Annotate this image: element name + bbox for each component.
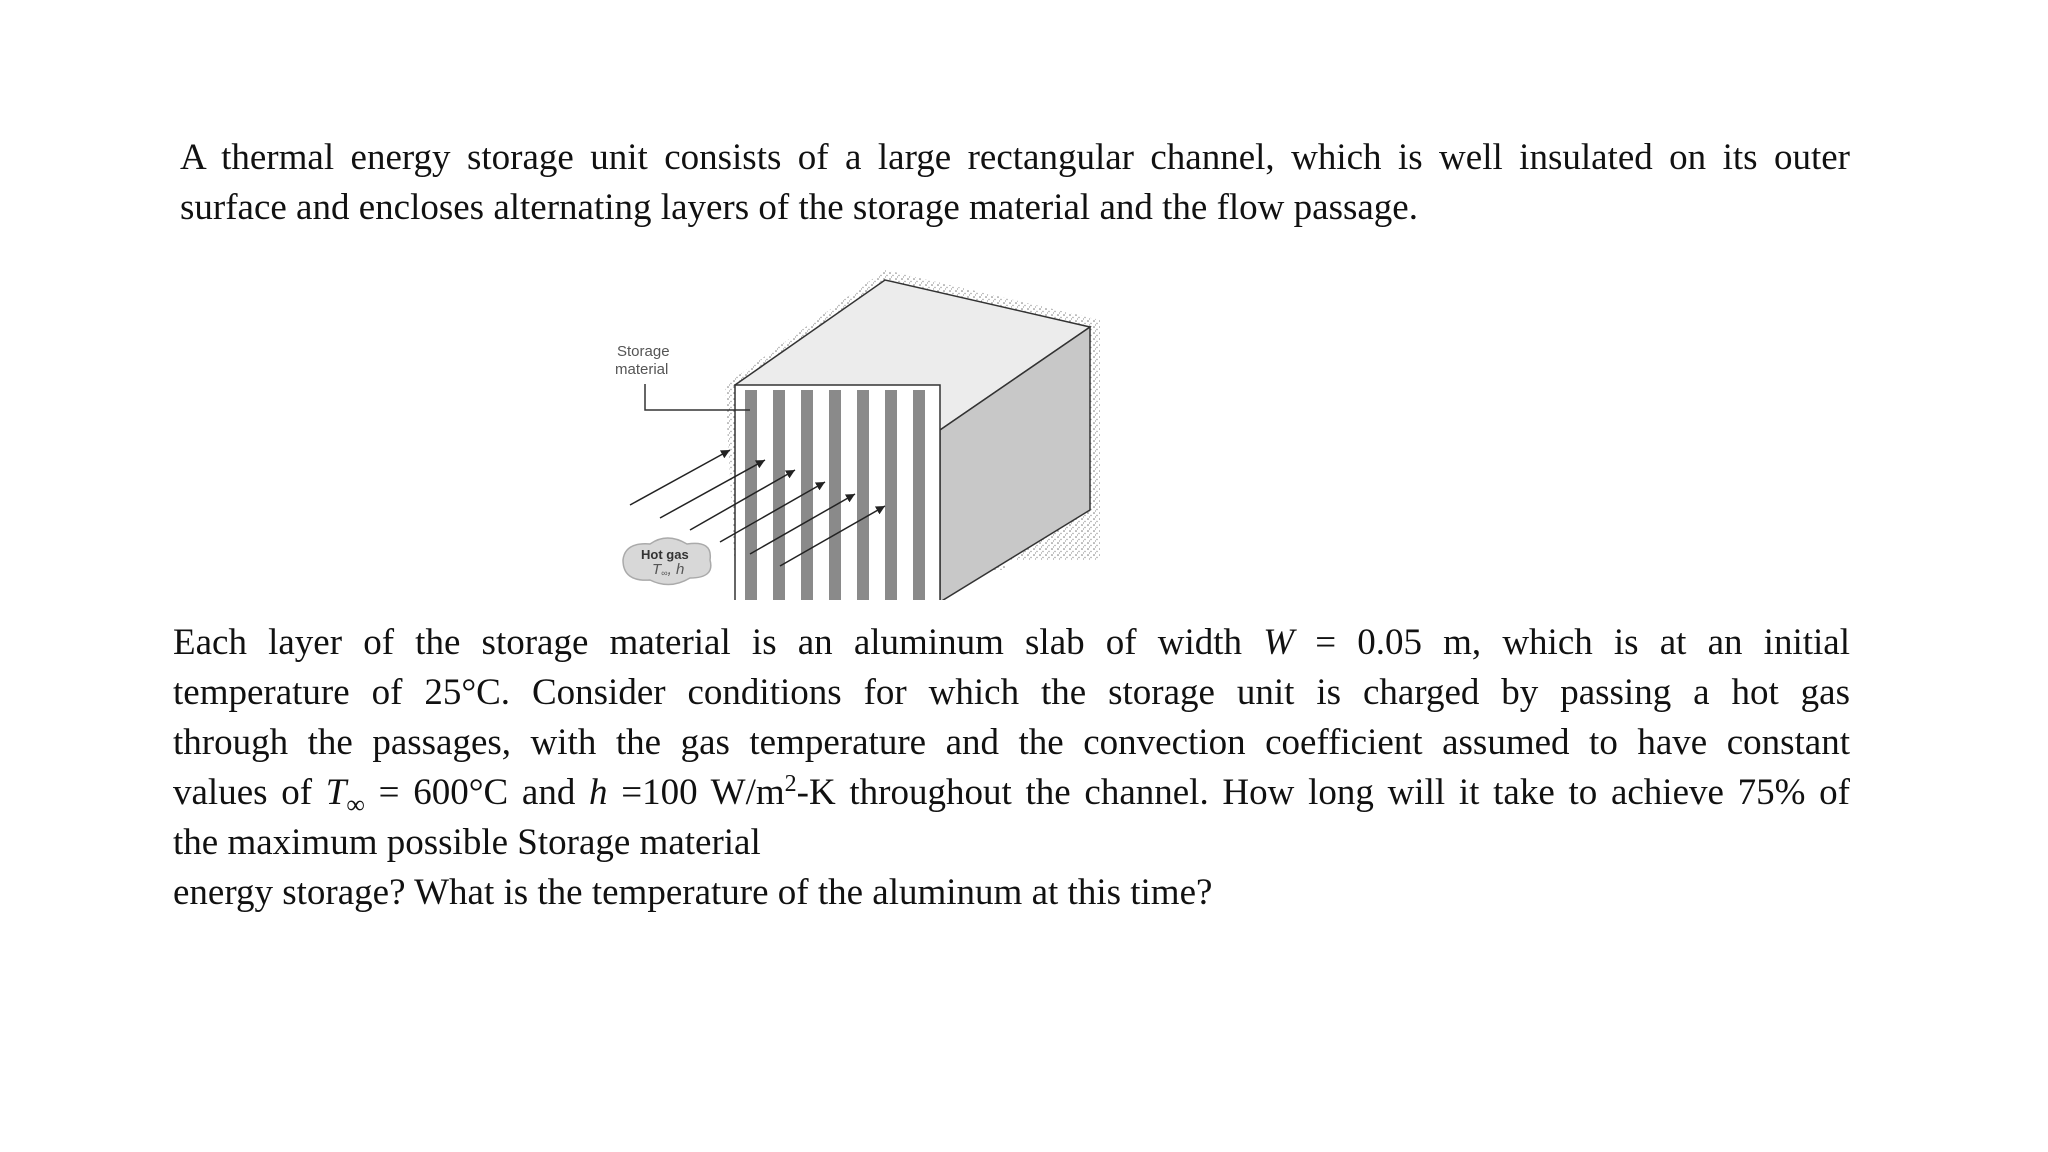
- storage-slab: [857, 390, 869, 600]
- storage-slab: [773, 390, 785, 600]
- question-line: temperature of 25°C. Consider conditions for which the storage unit is charged by passing a hot gas: [173, 672, 1850, 713]
- intro-line: surface and encloses alternating layers of the storage material and the flow passage.: [180, 187, 1418, 228]
- channel-front-face: [735, 385, 940, 600]
- question-paragraph: [173, 618, 1850, 918]
- question-line: values of $T_\infty = 600^\circ C$ and h =100 $W/m^2-K$ throughout the channel. How long will it take to achieve 75% of: [173, 771, 1850, 819]
- intro-line: A thermal energy storage unit consists of a large rectangular channel, which is well insulated on its outer: [180, 137, 1850, 178]
- question-line: through the passages, with the gas temperature and the convection coefficient assumed to have constant: [173, 722, 1850, 763]
- storage-slab: [829, 390, 841, 600]
- hot-gas-cloud: [623, 538, 711, 585]
- storage-material-label: material: [615, 361, 669, 378]
- question-line: Each layer of the storage material is an aluminum slab of width W = 0.05 m, which is at an initial: [173, 622, 1851, 663]
- storage-unit-figure: [595, 260, 1115, 600]
- storage-slab: [885, 390, 897, 600]
- hot-gas-symbols: T∞, h: [652, 561, 685, 578]
- storage-material-label: Storage: [617, 343, 670, 360]
- hot-gas-label: Hot gas: [641, 547, 689, 562]
- storage-slab: [913, 390, 925, 600]
- flow-arrow: [630, 450, 730, 505]
- question-line: the maximum possible Storage material: [173, 822, 761, 863]
- question-line: energy storage? What is the temperature of the aluminum at this time?: [173, 872, 1213, 913]
- intro-paragraph: [180, 133, 1850, 233]
